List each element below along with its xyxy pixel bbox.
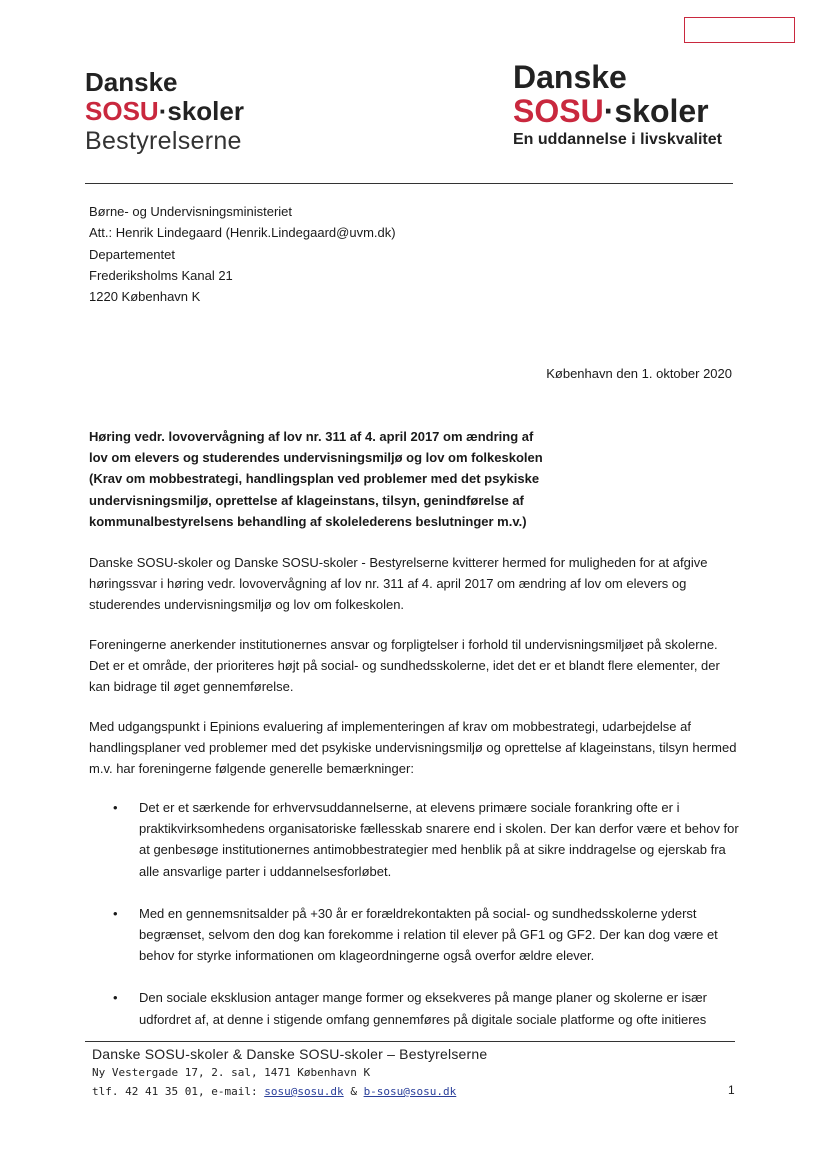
logo-right-line1: Danske — [513, 59, 627, 95]
letter-date: København den 1. oktober 2020 — [546, 366, 732, 381]
logo-bestyrelserne — [85, 68, 244, 156]
list-item-text: Det er et særkende for erhvervsuddannelserne, at elevens primære sociale forankring ofte er i praktikvirksomhedens organisatoriske fællesskab snarere end i skolen. Der kan derfor være et behov for at genbesøge institutionernes antimobbestrategier med henblik på at sikre inddragelse og ejerskab fra alle ansvarlige parter i uddannelsesforløbet. — [139, 800, 739, 879]
list-item-text: Den sociale eksklusion antager mange former og eksekveres på mange planer og skolerne er især udfordret af, at denne i stigende omfang gennemføres på digitale sociale platforme og ofte initieres — [139, 990, 707, 1027]
email-link-b-sosu[interactable]: b-sosu@sosu.dk — [363, 1085, 457, 1098]
letter-subject: Høring vedr. lovovervågning af lov nr. 311 af 4. april 2017 om ændring af lov om elevers og studerendes undervisningsmiljø og lov om folkeskolen (Krav om mobbestrategi, handlingsplan ved problemer med det psykiske undervisningsmiljø, oprettelse af klageinstans, tilsyn, genindførelse af kommunalbestyrelsens behandling af skolelederens beslutninger m.v.) — [89, 429, 543, 529]
address-line: Att.: Henrik Lindegaard (Henrik.Lindegaard@uvm.dk) — [89, 225, 396, 241]
list-item — [113, 797, 743, 882]
list-item — [113, 903, 743, 967]
logo-danske-sosu-skoler — [513, 60, 722, 152]
footer-address: Ny Vestergade 17, 2. sal, 1471 København K — [92, 1066, 371, 1079]
footer-title: Danske SOSU-skoler & Danske SOSU-skoler – Bestyrelserne — [92, 1046, 488, 1062]
logo-right-dot: · — [603, 93, 615, 129]
recipient-address — [89, 201, 396, 307]
list-item — [113, 987, 743, 1029]
address-line: Frederiksholms Kanal 21 — [89, 267, 233, 283]
address-line: Børne- og Undervisningsministeriet — [89, 204, 293, 219]
body-paragraph: Med udgangspunkt i Epinions evaluering af implementeringen af krav om mobbestrategi, udarbejdelse af handlingsplaner ved problemer med det psykiske undervisningsmiljø og oprettelse af klageinstans, tilsyn hermed m.v. har foreningerne følgende generelle bemærkninger: — [89, 719, 737, 777]
stamp-box — [684, 17, 795, 43]
bullet-icon: • — [113, 905, 118, 921]
logo-right-skoler: skoler — [614, 93, 709, 129]
bullet-icon: • — [113, 990, 118, 1006]
footer-contact — [92, 1085, 456, 1098]
list-item-text: Med en gennemsnitsalder på +30 år er forældrekontakten på social- og sundhedsskolerne yderst begrænset, selvom den dog kan forekomme i relation til elever på GF1 og GF2. Der kan dog være et behov for styrke informationen om klageordningerne også overfor ældre elever. — [139, 905, 718, 964]
logo-left-line3: Bestyrelserne — [85, 127, 242, 155]
body-paragraph: Foreningerne anerkender institutionernes ansvar og forpligtelser i forhold til undervisningsmiljøet på skolerne. Det er et område, der prioriteres højt på social- og sundhedsskolerne, idet det er et blandt flere elementer, der kan bidrage til øget gennemførelse. — [89, 637, 720, 695]
address-line: 1220 København K — [89, 289, 201, 305]
address-line: Departementet — [89, 246, 175, 262]
logo-right-line2 — [513, 94, 722, 128]
remarks-list — [113, 797, 743, 1051]
header-divider — [85, 183, 733, 184]
logo-right-tagline: En uddannelse i livskvalitet — [513, 131, 722, 148]
email-link-sosu[interactable]: sosu@sosu.dk — [264, 1085, 344, 1098]
logo-left-sosu: SOSU — [85, 96, 159, 126]
body-paragraph: Danske SOSU-skoler og Danske SOSU-skoler - Bestyrelserne kvitterer hermed for muligheden for at afgive høringssvar i høring vedr. lovovervågning af lov nr. 311 af 4. april 2017 om ændring af lov om elevers og studerendes undervisningsmiljø og lov om folkeskolen. — [89, 555, 708, 613]
footer-ampersand: & — [350, 1085, 357, 1098]
logo-left-skoler: skoler — [167, 96, 244, 126]
logo-right-sosu: SOSU — [513, 93, 604, 129]
logo-left-dot: · — [158, 96, 168, 126]
logo-left-line1: Danske — [85, 67, 178, 97]
footer-divider — [85, 1041, 735, 1042]
page-number: 1 — [728, 1083, 735, 1097]
bullet-icon: • — [113, 800, 118, 815]
footer-phone: tlf. 42 41 35 01, e-mail: — [92, 1085, 258, 1098]
logo-left-line2 — [85, 97, 244, 126]
